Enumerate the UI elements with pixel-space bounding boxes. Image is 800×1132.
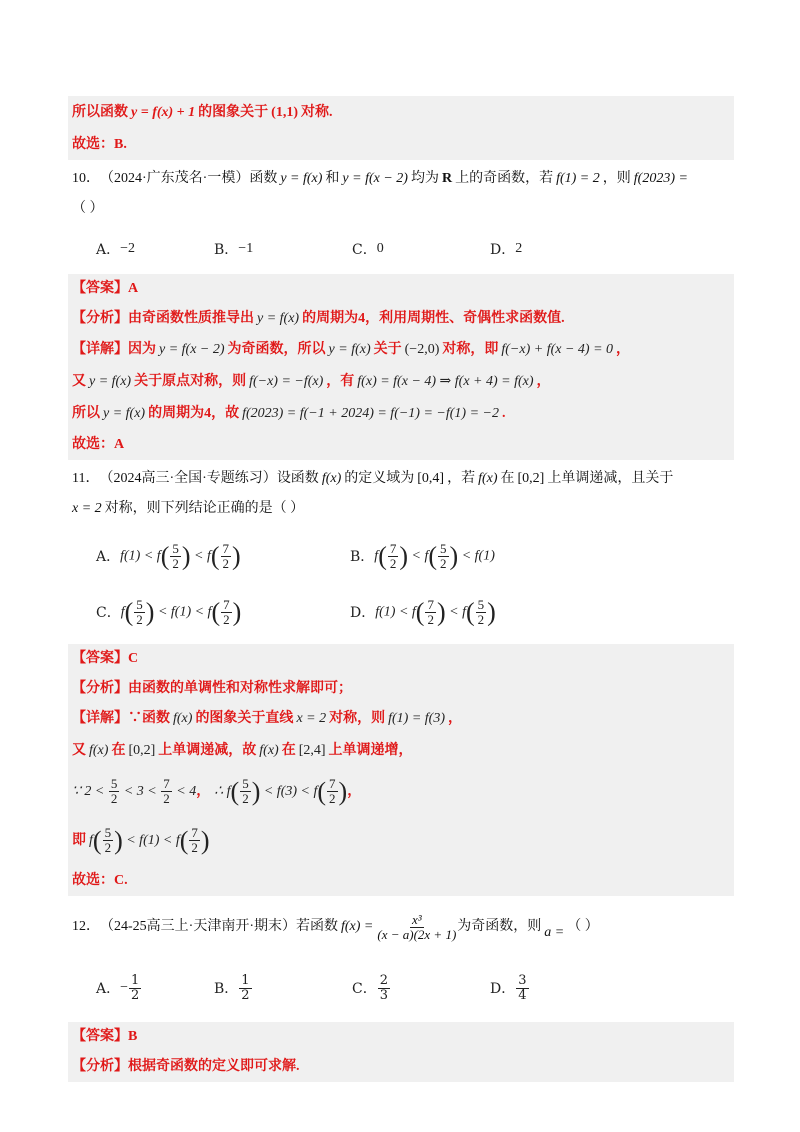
fraction-numerator: x³	[411, 911, 422, 927]
text: 对称.	[300, 105, 333, 120]
option-c	[352, 239, 490, 259]
text: ，则	[602, 171, 631, 186]
solution-11	[68, 644, 734, 896]
math-interval: [0,2]	[517, 471, 545, 486]
text: 和	[325, 171, 340, 186]
math-expr: f(1) = 2	[556, 171, 600, 186]
math-expr: f(x) =	[341, 919, 374, 934]
final-choice: 故选：B.	[72, 137, 127, 152]
fraction-numerator: 1	[241, 972, 250, 988]
text: 若函数	[296, 919, 338, 934]
math-interval: [0,2]	[128, 743, 156, 758]
question-number: 11．	[72, 471, 100, 486]
fraction-denominator: 2	[241, 987, 250, 1003]
text: 在	[500, 471, 515, 486]
math-expr: f(x)	[173, 711, 193, 726]
math-expr: f(2023) =	[633, 171, 688, 186]
text: 上单调递减，且关于	[547, 471, 674, 486]
option-b	[214, 239, 352, 259]
option-value: 2	[515, 241, 523, 256]
text: 所以函数	[72, 105, 128, 120]
option-fraction	[129, 974, 141, 1003]
text: 设函数	[276, 471, 319, 486]
text: ，	[616, 342, 631, 357]
text: .	[501, 406, 506, 421]
text: 上的奇函数，若	[455, 171, 554, 186]
analysis-tag: 【分析】	[72, 1059, 128, 1074]
option-sign: −	[120, 980, 129, 995]
prev-solution-tail	[68, 96, 734, 160]
option-b	[214, 974, 352, 1003]
question-source: （2024·广东茂名·一模）	[100, 171, 250, 186]
real-set-symbol: R	[441, 171, 453, 186]
math-expr: f(x) = f(x − 4) ⇒ f(x + 4) = f(x)	[357, 374, 534, 389]
option-label: B．	[214, 242, 239, 258]
answer-tag: 【答案】	[72, 281, 128, 296]
math-expr: f(x)	[321, 471, 342, 486]
text: 的图象关于直线	[195, 711, 294, 726]
math-expr: f(2023) = f(−1 + 2024) = f(−1) = −f(1) = −2	[242, 406, 499, 421]
math-expr: y = f(x)	[280, 171, 323, 186]
text: 均为	[410, 171, 439, 186]
option-label: A．	[96, 549, 121, 565]
option-d	[350, 598, 496, 627]
math-expr: f(1) = f(3)	[388, 711, 445, 726]
text: 由函数的单调性和对称性求解即可；	[128, 681, 352, 696]
option-fraction	[378, 974, 390, 1003]
text: 的周期为4，故	[148, 406, 240, 421]
question-number: 10．	[72, 171, 100, 186]
math-expr: x = 2	[72, 501, 102, 516]
text: 上单调递减，故	[158, 743, 257, 758]
text: 的图象关于	[198, 105, 269, 120]
math-expr: y = f(x − 2)	[342, 171, 408, 186]
final-choice: 故选：C.	[72, 873, 128, 888]
option-expr: f( $\frac{7}{2}$ ) < f( $\frac{5}{2}$ ) < f(1)	[374, 540, 495, 571]
option-a	[96, 974, 214, 1003]
option-c	[96, 598, 350, 627]
fraction-denominator: (x − a)(2x + 1)	[377, 926, 457, 942]
answer-tag: 【答案】	[72, 651, 128, 666]
question-number: 12．	[72, 919, 100, 934]
math-expr: f(−x) + f(x − 4) = 0	[501, 342, 614, 357]
math-expr: x = 2	[296, 711, 327, 726]
option-value: −2	[120, 241, 136, 256]
answer-value: B	[128, 1029, 138, 1044]
fraction-numerator: 2	[379, 972, 388, 988]
option-d	[490, 974, 530, 1003]
answer-value: C	[128, 651, 139, 666]
math-point: (−2,0)	[404, 342, 440, 357]
option-b	[350, 542, 495, 571]
text: 又	[72, 743, 86, 758]
math-expr: ∴ f( $\frac{5}{2}$ ) < f(3) < f( $\frac{7}{2}$ )	[214, 776, 348, 807]
answer-blank: （ ）	[567, 919, 599, 934]
math-expr: f(x)	[259, 743, 279, 758]
text: 即	[72, 833, 86, 848]
text: 的周期为4，利用周期性、奇偶性求函数值.	[302, 311, 565, 326]
text: 又	[72, 374, 86, 389]
detail-tag: 【详解】	[72, 711, 128, 726]
solution-10	[68, 274, 734, 460]
option-value: 0	[376, 241, 384, 256]
text: ，若	[447, 471, 476, 486]
text: 函数	[249, 171, 278, 186]
math-expr: f(x)	[478, 471, 498, 486]
fraction-numerator: 3	[518, 972, 527, 988]
text: ∵函数	[128, 711, 170, 726]
option-a	[96, 542, 350, 571]
option-expr: f(1) < f( $\frac{7}{2}$ ) < f( $\frac{5}{2}$ )	[375, 596, 496, 627]
text: 根据奇函数的定义即可求解.	[128, 1059, 300, 1074]
text: 的定义域为	[344, 471, 415, 486]
math-expr: y = f(x − 2)	[159, 342, 225, 357]
option-label: A．	[96, 981, 121, 997]
option-label: B．	[350, 549, 375, 565]
text: ，	[536, 374, 551, 389]
option-label: D．	[490, 981, 516, 997]
math-expr: f(x)	[89, 743, 109, 758]
text: 在	[281, 743, 296, 758]
option-value: −1	[238, 241, 254, 256]
option-fraction	[239, 974, 251, 1003]
option-label: B．	[214, 981, 239, 997]
detail-tag: 【详解】	[72, 342, 128, 357]
fraction-numerator: 1	[131, 972, 140, 988]
option-label: C．	[352, 981, 377, 997]
answer-tag: 【答案】	[72, 1029, 128, 1044]
analysis-tag: 【分析】	[72, 311, 128, 326]
option-a	[96, 239, 214, 259]
fraction-denominator: 4	[518, 987, 527, 1003]
text: 在	[111, 743, 126, 758]
text: 因为	[128, 342, 156, 357]
answer-blank: （ ）	[72, 201, 104, 216]
text: 所以	[72, 406, 100, 421]
option-label: D．	[350, 605, 376, 621]
analysis-tag: 【分析】	[72, 681, 128, 696]
question-12	[68, 900, 734, 1082]
text: 对称，则	[329, 711, 386, 726]
math-expr: f(−x) = −f(x)	[249, 374, 324, 389]
question-source: （2024高三·全国·专题练习）	[99, 471, 277, 486]
text: 关于	[373, 342, 402, 357]
text: 为奇函数，则	[457, 919, 542, 934]
fraction-denominator: 3	[379, 987, 388, 1003]
option-label: C．	[96, 605, 121, 621]
option-expr: f(1) < f( $\frac{5}{2}$ ) < f( $\frac{7}{2}$ )	[120, 540, 241, 571]
text: ，	[196, 784, 211, 799]
text: 为奇函数，所以	[227, 342, 326, 357]
math-expr: ∵ 2 < $\frac{5}{2}$ < 3 < $\frac{7}{2}$ < 4	[72, 776, 197, 807]
option-c	[352, 974, 490, 1003]
question-10	[68, 164, 734, 460]
option-d	[490, 239, 522, 259]
text: 对称，即	[442, 342, 499, 357]
text: 关于原点对称，则	[134, 374, 247, 389]
option-label: C．	[352, 242, 377, 258]
solution-12	[68, 1022, 734, 1082]
text: 对称，则下列结论正确的是（ ）	[104, 501, 305, 516]
text: ，	[347, 784, 362, 799]
math-expr: y = f(x)	[89, 374, 132, 389]
question-source: （24-25高三上·天津南开·期末）	[100, 919, 296, 934]
math-expr: f( $\frac{5}{2}$ ) < f(1) < f( $\frac{7}{2}$ )	[89, 825, 210, 856]
math-expr: y = f(x)	[328, 342, 371, 357]
answer-value: A	[128, 281, 139, 296]
final-choice: 故选：A	[72, 437, 125, 452]
text: ，	[447, 711, 462, 726]
math-point: (1,1)	[271, 105, 298, 120]
option-label: D．	[490, 242, 516, 258]
math-expr: y = f(x)	[257, 311, 300, 326]
option-label: A．	[96, 242, 121, 258]
document-page	[68, 96, 734, 1082]
math-expr: a =	[544, 925, 565, 940]
text: 上单调递增，	[328, 743, 413, 758]
option-fraction	[516, 974, 528, 1003]
math-interval: [2,4]	[298, 743, 326, 758]
math-expr: y = f(x) + 1	[131, 105, 196, 120]
text: 由奇函数性质推导出	[128, 311, 254, 326]
math-interval: [0,4]	[417, 471, 445, 486]
fraction-denominator: 2	[131, 987, 140, 1003]
text: ，有	[326, 374, 355, 389]
math-fraction	[377, 913, 456, 942]
question-11	[68, 464, 734, 896]
option-expr: f( $\frac{5}{2}$ ) < f(1) < f( $\frac{7}{2}$ )	[120, 596, 242, 627]
math-expr: y = f(x)	[103, 406, 146, 421]
